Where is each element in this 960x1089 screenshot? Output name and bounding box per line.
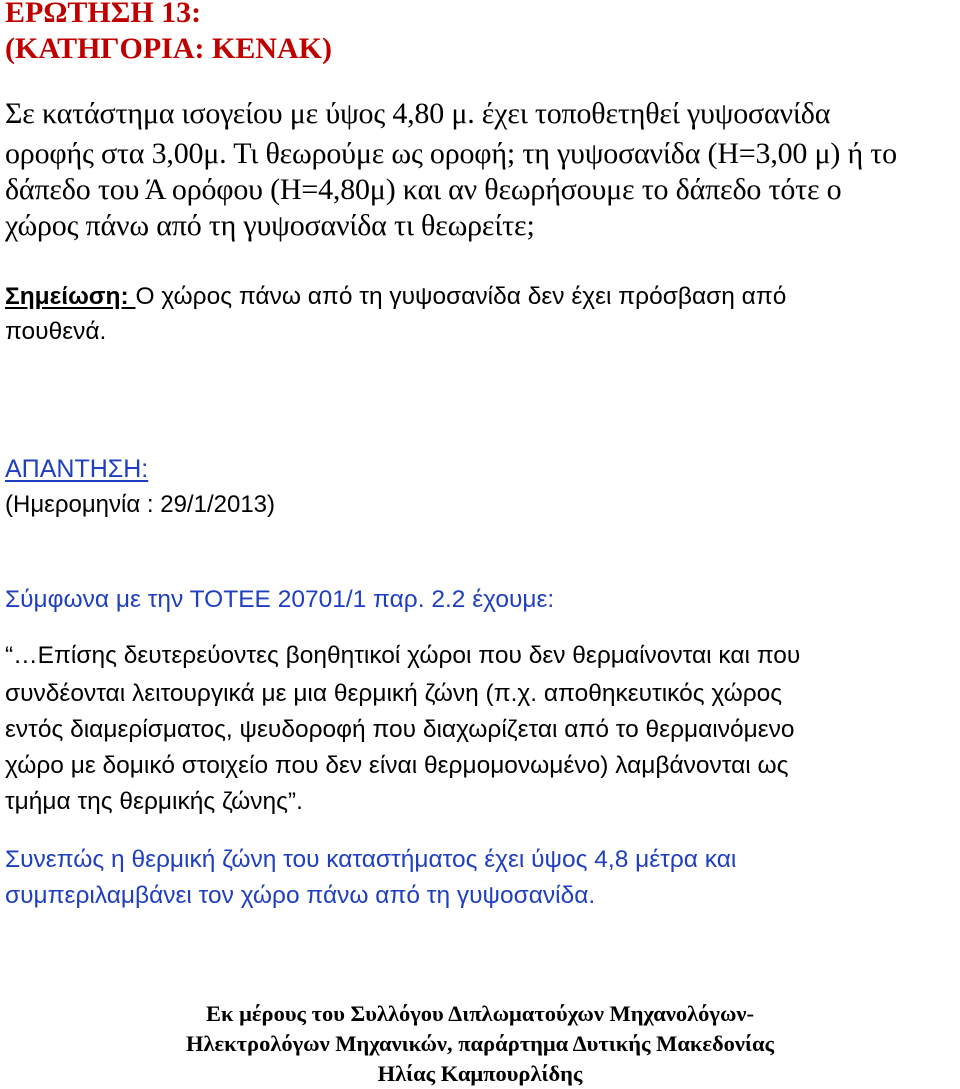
quote-line: “…Επίσης δευτερεύοντες βοηθητικοί χώροι που δεν θερμαίνονται και που (5, 642, 801, 669)
quote-line: εντός διαμερίσματος, ψευδοροφή που διαχωρίζεται από το θερμαινόμενο (5, 716, 795, 743)
question-text-line: χώρος πάνω από τη γυψοσανίδα τι θεωρείτε; (5, 209, 535, 242)
note-paragraph (5, 283, 786, 311)
note-label: Σημείωση: (5, 283, 136, 310)
question-text-line: οροφής στα 3,00μ. Τι θεωρούμε ως οροφή; τη γυψοσανίδα (Η=3,00 μ) ή το (5, 137, 897, 170)
conclusion-line: συμπεριλαμβάνει τον χώρο πάνω από τη γυψοσανίδα. (5, 882, 596, 909)
footer-signature: Ηλίας Καμπουρλίδης (377, 1061, 583, 1086)
answer-date: (Ημερομηνία : 29/1/2013) (5, 491, 275, 518)
answer-intro: Σύμφωνα με την ΤΟΤΕΕ 20701/1 παρ. 2.2 έχουμε: (5, 586, 555, 613)
quote-line: συνδέονται λειτουργικά με μια θερμική ζώνη (π.χ. αποθηκευτικός χώρος (5, 680, 783, 707)
question-text-line: δάπεδο του Ά ορόφου (Η=4,80μ) και αν θεωρήσουμε το δάπεδο τότε ο (5, 173, 842, 206)
footer-line: Εκ μέρους του Συλλόγου Διπλωματούχων Μηχανολόγων- (206, 1001, 754, 1026)
question-text-line: Σε κατάστημα ισογείου με ύψος 4,80 μ. έχει τοποθετηθεί γυψοσανίδα (5, 97, 831, 130)
quote-line: χώρο με δομικό στοιχείο που δεν είναι θερμομονωμένο) λαμβάνονται ως (5, 752, 789, 779)
footer-line: Ηλεκτρολόγων Μηχανικών, παράρτημα Δυτικής Μακεδονίας (186, 1031, 774, 1056)
note-text: Ο χώρος πάνω από τη γυψοσανίδα δεν έχει πρόσβαση από (135, 283, 787, 310)
note-text-continued: πουθενά. (5, 318, 107, 345)
question-heading: ΕΡΩΤΗΣΗ 13: (5, 0, 202, 29)
question-category: (ΚΑΤΗΓΟΡΙΑ: ΚΕΝΑΚ) (5, 32, 332, 65)
conclusion-line: Συνεπώς η θερμική ζώνη του καταστήματος έχει ύψος 4,8 μέτρα και (5, 846, 737, 873)
answer-heading: ΑΠΑΝΤΗΣΗ: (5, 455, 149, 483)
quote-line: τμήμα της θερμικής ζώνης”. (5, 788, 303, 815)
